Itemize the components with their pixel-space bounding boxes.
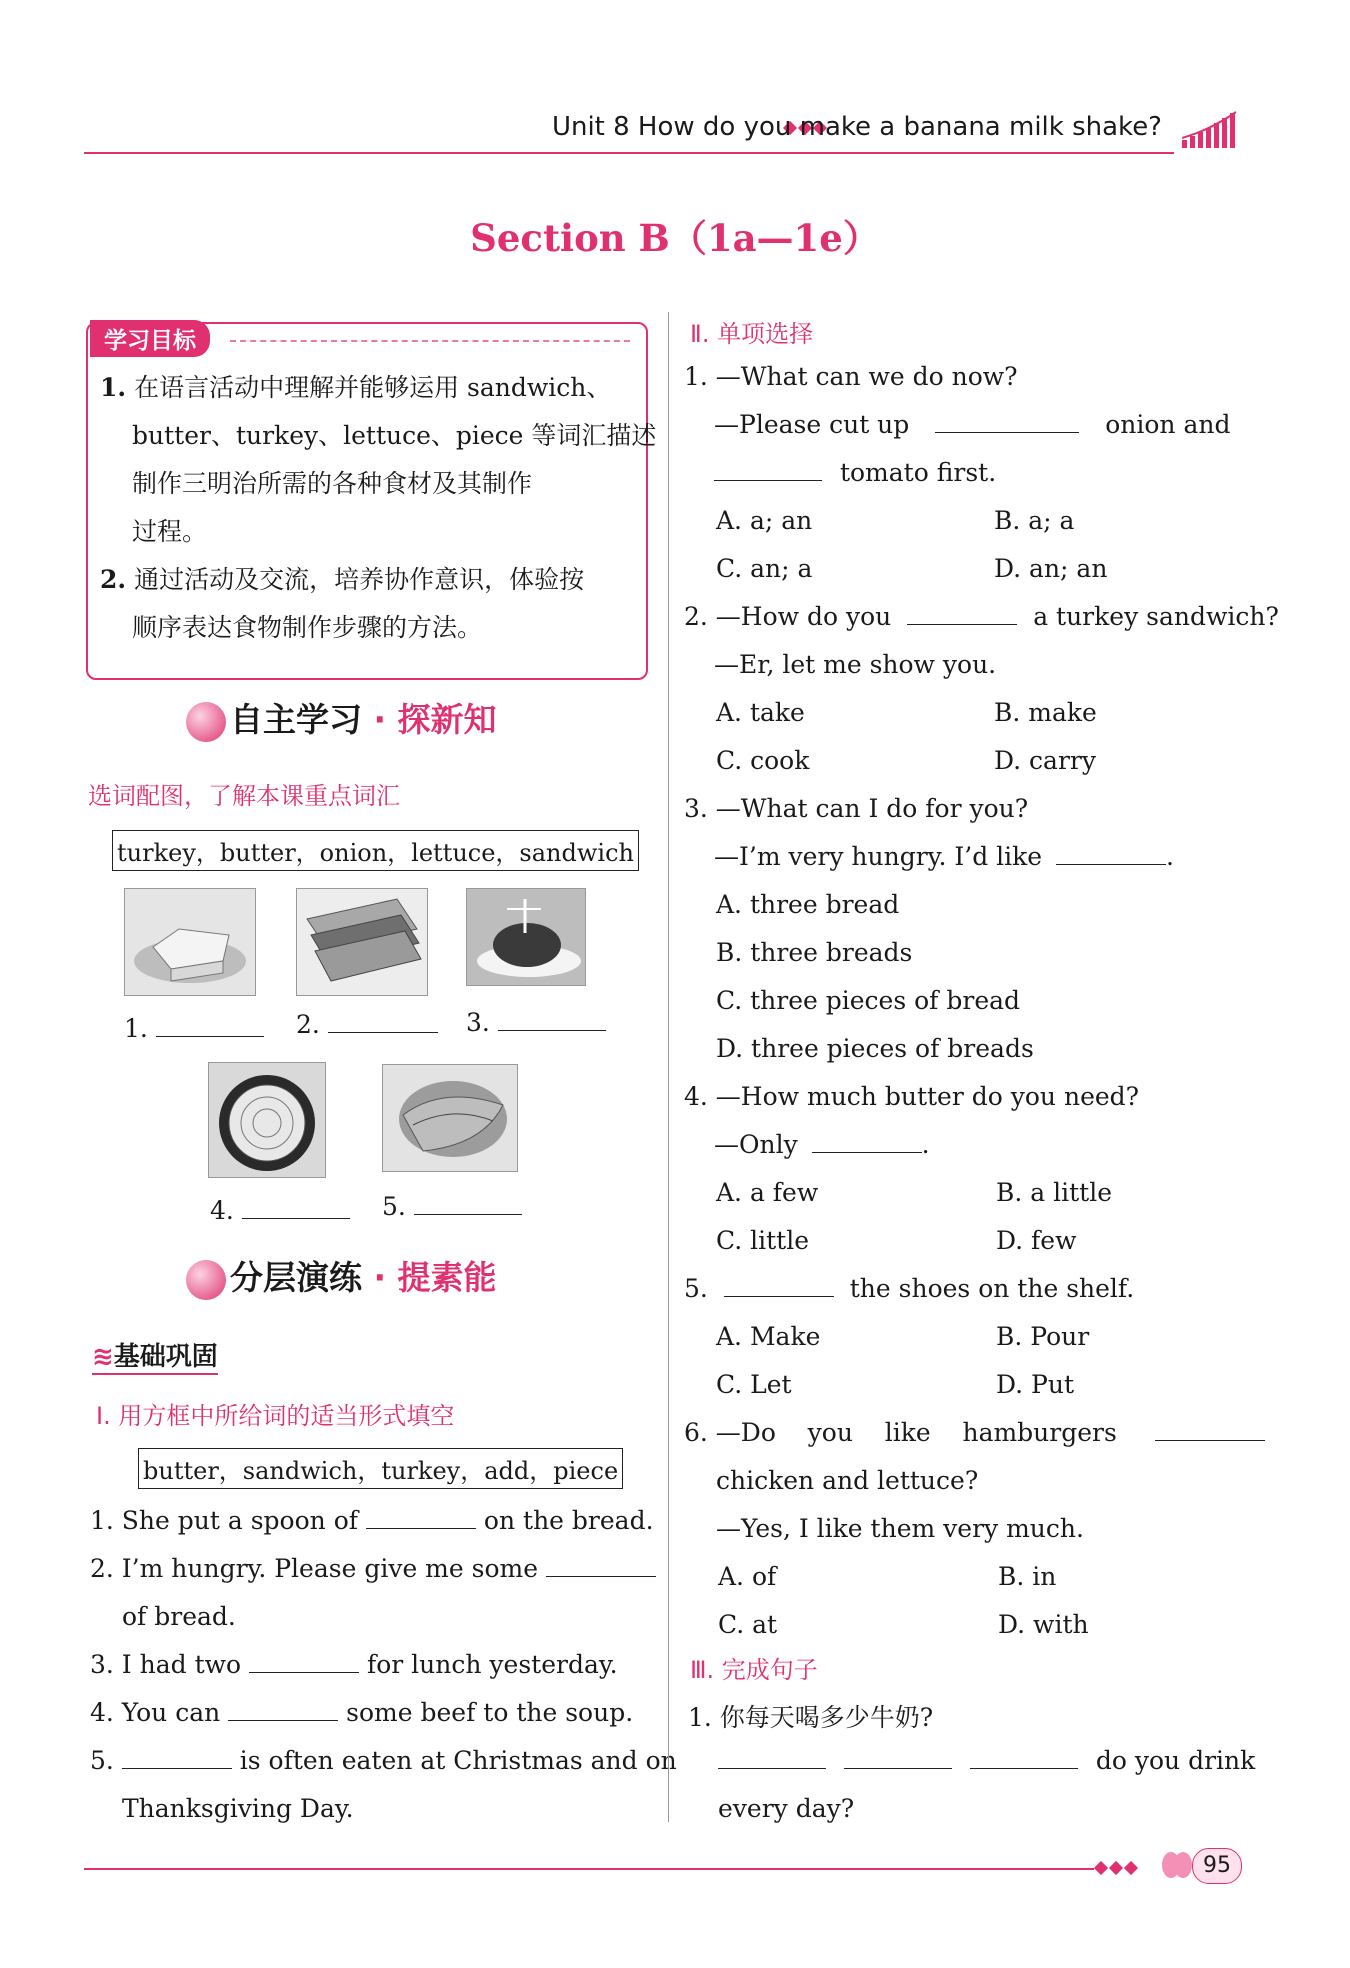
option-b[interactable]: B. in: [998, 1562, 1057, 1591]
section-title: Section B（1a—1e）: [470, 216, 880, 260]
part2-q2-line1: 2. —How do you a turkey sandwich?: [684, 602, 1279, 631]
column-divider: [668, 312, 669, 1822]
header-title: Unit 8 How do you make a banana milk shake?: [551, 112, 1162, 142]
sandwich-image: [296, 888, 428, 996]
blank-line[interactable]: [498, 1029, 606, 1031]
option-a[interactable]: A. take: [716, 698, 805, 727]
option-a[interactable]: A. three bread: [716, 890, 900, 919]
goal-item-2: [100, 556, 584, 604]
self-study-heading: 自主学习 · 探新知: [186, 694, 497, 742]
part1-q3: 3. I had two for lunch yesterday.: [90, 1650, 618, 1679]
basic-consolidation-heading: ≋基础巩固: [92, 1336, 218, 1375]
self-study-instruction: 选词配图，了解本课重点词汇: [88, 782, 400, 810]
part3-q1-chinese: 1. 你每天喝多少牛奶?: [688, 1703, 934, 1732]
option-b[interactable]: B. make: [994, 698, 1097, 727]
blank-line[interactable]: [546, 1575, 656, 1577]
part2-q1-line1: 1. —What can we do now?: [684, 362, 1018, 391]
blank-line[interactable]: [714, 479, 822, 481]
goal-item-1: [100, 364, 611, 412]
part1-q2-cont: of bread.: [122, 1602, 236, 1631]
part3-q1-line2: every day?: [718, 1794, 855, 1823]
option-b[interactable]: B. a little: [996, 1178, 1112, 1207]
part2-q2-line2: —Er, let me show you.: [714, 650, 997, 679]
part3-title: Ⅲ. 完成句子: [690, 1656, 818, 1684]
part2-q6-line2: chicken and lettuce?: [716, 1466, 979, 1495]
blank-line[interactable]: [414, 1213, 522, 1215]
option-a[interactable]: A. of: [718, 1562, 777, 1591]
option-d[interactable]: D. few: [996, 1226, 1077, 1255]
lettuce-image: [382, 1064, 518, 1172]
blank-line[interactable]: [935, 431, 1079, 433]
option-d[interactable]: D. carry: [994, 746, 1096, 775]
option-d[interactable]: D. an; an: [994, 554, 1108, 583]
option-b[interactable]: B. a; a: [994, 506, 1075, 535]
bubble-icon: [186, 1260, 226, 1300]
goal-line: 顺序表达食物制作步骤的方法。: [132, 613, 483, 642]
option-c[interactable]: C. at: [718, 1610, 778, 1639]
goal-line: 通过活动及交流，培养协作意识，体验按: [134, 565, 585, 594]
option-a[interactable]: A. a few: [716, 1178, 819, 1207]
part2-title: Ⅱ. 单项选择: [690, 320, 814, 348]
blank-line[interactable]: [1155, 1439, 1265, 1441]
option-a[interactable]: A. a; an: [716, 506, 813, 535]
goals-dotted-line: [230, 340, 630, 342]
part2-q5-line1: 5. the shoes on the shelf.: [684, 1274, 1135, 1303]
blank-line[interactable]: [718, 1767, 826, 1769]
signal-bars-icon: [1180, 110, 1238, 150]
option-c[interactable]: C. cook: [716, 746, 810, 775]
blank-line[interactable]: [812, 1151, 922, 1153]
blank-line[interactable]: [242, 1217, 350, 1219]
learning-goals-tag: 学习目标: [90, 320, 210, 357]
goal-num: 2.: [100, 565, 127, 594]
footer-diamonds-icon: [1096, 1858, 1141, 1877]
blank-line[interactable]: [156, 1035, 264, 1037]
blank-line[interactable]: [844, 1767, 952, 1769]
onion-image: [208, 1062, 326, 1178]
option-d[interactable]: D. with: [998, 1610, 1089, 1639]
part2-q4-line1: 4. —How much butter do you need?: [684, 1082, 1140, 1111]
header-rule: [84, 152, 1174, 154]
option-d[interactable]: D. Put: [996, 1370, 1075, 1399]
goal-line: butter、turkey、lettuce、piece 等词汇描述: [132, 421, 657, 450]
butter-image: [124, 888, 256, 996]
picture-label-3: 3.: [466, 1008, 606, 1037]
blank-line[interactable]: [228, 1719, 338, 1721]
footer-rule: [84, 1868, 1094, 1870]
blank-line[interactable]: [366, 1527, 476, 1529]
word-box-part1: butter，sandwich，turkey，add，piece: [138, 1448, 623, 1489]
part2-q6-line1: 6. —Do you like hamburgers: [684, 1418, 1265, 1447]
part1-q4: 4. You can some beef to the soup.: [90, 1698, 634, 1727]
blank-line[interactable]: [970, 1767, 1078, 1769]
picture-label-4: 4.: [210, 1196, 350, 1225]
option-b[interactable]: B. Pour: [996, 1322, 1090, 1351]
practice-heading: 分层演练 · 提素能: [186, 1252, 497, 1300]
goal-num: 1.: [100, 373, 127, 402]
page-number: 95: [1192, 1848, 1242, 1884]
part2-q3-line2: —I’m very hungry. I’d like .: [714, 842, 1174, 871]
footer-bubbles-icon: [1162, 1852, 1186, 1882]
blank-line[interactable]: [1056, 863, 1166, 865]
blank-line[interactable]: [724, 1295, 834, 1297]
option-c[interactable]: C. little: [716, 1226, 810, 1255]
goal-line: 制作三明治所需的各种食材及其制作: [132, 469, 533, 498]
option-d[interactable]: D. three pieces of breads: [716, 1034, 1034, 1063]
part1-q1: 1. She put a spoon of on the bread.: [90, 1506, 654, 1535]
option-b[interactable]: B. three breads: [716, 938, 913, 967]
goal-line: 在语言活动中理解并能够运用 sandwich、: [134, 373, 612, 402]
option-c[interactable]: C. an; a: [716, 554, 813, 583]
goal-line: 过程。: [132, 517, 208, 546]
word-box-vocab: turkey，butter，onion，lettuce，sandwich: [112, 830, 639, 871]
part3-q1-line: do you drink: [718, 1746, 1255, 1775]
blank-line[interactable]: [122, 1767, 232, 1769]
part1-q2: 2. I’m hungry. Please give me some: [90, 1554, 656, 1583]
part1-q5: 5. is often eaten at Christmas and on: [90, 1746, 677, 1775]
blank-line[interactable]: [328, 1031, 438, 1033]
bubble-icon: [186, 702, 226, 742]
picture-label-1: 1.: [124, 1014, 264, 1043]
part1-title: Ⅰ. 用方框中所给词的适当形式填空: [96, 1402, 455, 1430]
option-a[interactable]: A. Make: [716, 1322, 821, 1351]
part2-q4-line2: —Only .: [714, 1130, 930, 1159]
turkey-image: [466, 888, 586, 986]
blank-line[interactable]: [907, 623, 1017, 625]
part1-q5-cont: Thanksgiving Day.: [122, 1794, 354, 1823]
option-c[interactable]: C. three pieces of bread: [716, 986, 1021, 1015]
part2-q6-line3: —Yes, I like them very much.: [716, 1514, 1084, 1543]
part2-q1-line2: —Please cut up onion and: [714, 410, 1231, 439]
part2-q1-line3: tomato first.: [714, 458, 996, 487]
blank-line[interactable]: [249, 1671, 359, 1673]
option-c[interactable]: C. Let: [716, 1370, 792, 1399]
picture-label-5: 5.: [382, 1192, 522, 1221]
part2-q3-line1: 3. —What can I do for you?: [684, 794, 1029, 823]
picture-label-2: 2.: [296, 1010, 438, 1039]
book-stack-icon: ≋: [92, 1342, 114, 1372]
